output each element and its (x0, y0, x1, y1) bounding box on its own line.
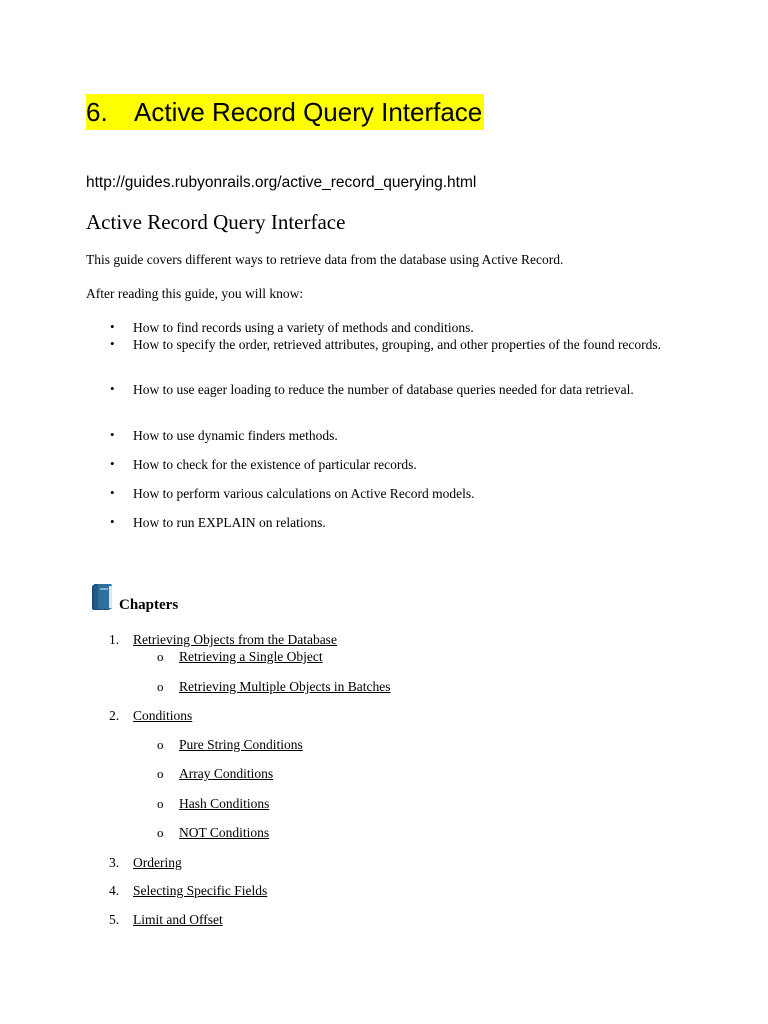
after-reading-paragraph: After reading this guide, you will know: (86, 286, 304, 301)
subchapter-link[interactable]: Hash Conditions (179, 796, 270, 811)
subchapter-link[interactable]: Array Conditions (179, 766, 274, 781)
section-title: Active Record Query Interface (134, 97, 483, 127)
chapter-number: 5. (109, 912, 120, 927)
chapter-link[interactable]: Retrieving Objects from the Database (133, 632, 337, 647)
sub-bullet-marker: o (157, 649, 164, 664)
subchapter-link[interactable]: NOT Conditions (179, 825, 270, 840)
section-number: 6. (86, 97, 108, 127)
book-icon (89, 582, 115, 612)
list-item-text: How to use eager loading to reduce the number of database queries needed for data retrieval. (133, 382, 634, 397)
chapter-link[interactable]: Ordering (133, 855, 182, 870)
subchapter-link[interactable]: Retrieving a Single Object (179, 649, 323, 664)
bullet-marker: • (110, 336, 115, 351)
list-item-text: How to run EXPLAIN on relations. (133, 515, 326, 530)
intro-paragraph: This guide covers different ways to retrieve data from the database using Active Record. (86, 252, 564, 267)
bullet-marker: • (110, 456, 115, 471)
list-item-text: How to find records using a variety of methods and conditions. (133, 320, 474, 335)
section-heading (86, 94, 484, 130)
chapter-link[interactable]: Selecting Specific Fields (133, 883, 268, 898)
subchapter-link[interactable]: Retrieving Multiple Objects in Batches (179, 679, 391, 694)
chapter-number: 4. (109, 883, 120, 898)
chapter-link[interactable]: Conditions (133, 708, 193, 723)
guide-title: Active Record Query Interface (86, 210, 346, 234)
sub-bullet-marker: o (157, 766, 164, 781)
sub-bullet-marker: o (157, 737, 164, 752)
list-item-text: How to check for the existence of particular records. (133, 457, 417, 472)
source-url: http://guides.rubyonrails.org/active_record_querying.html (86, 174, 477, 191)
sub-bullet-marker: o (157, 796, 164, 811)
chapter-number: 3. (109, 855, 120, 870)
bullet-marker: • (110, 514, 115, 529)
bullet-marker: • (110, 427, 115, 442)
sub-bullet-marker: o (157, 679, 164, 694)
list-item-text: How to use dynamic finders methods. (133, 428, 338, 443)
chapter-number: 2. (109, 708, 120, 723)
list-item-text: How to specify the order, retrieved attributes, grouping, and other properties of the found records. (133, 337, 662, 352)
bullet-marker: • (110, 485, 115, 500)
bullet-marker: • (110, 381, 115, 396)
sub-bullet-marker: o (157, 825, 164, 840)
chapters-heading: Chapters (119, 597, 179, 613)
bullet-marker: • (110, 319, 115, 334)
subchapter-link[interactable]: Pure String Conditions (179, 737, 303, 752)
chapter-link[interactable]: Limit and Offset (133, 912, 223, 927)
list-item-text: How to perform various calculations on Active Record models. (133, 486, 475, 501)
chapter-number: 1. (109, 632, 120, 647)
